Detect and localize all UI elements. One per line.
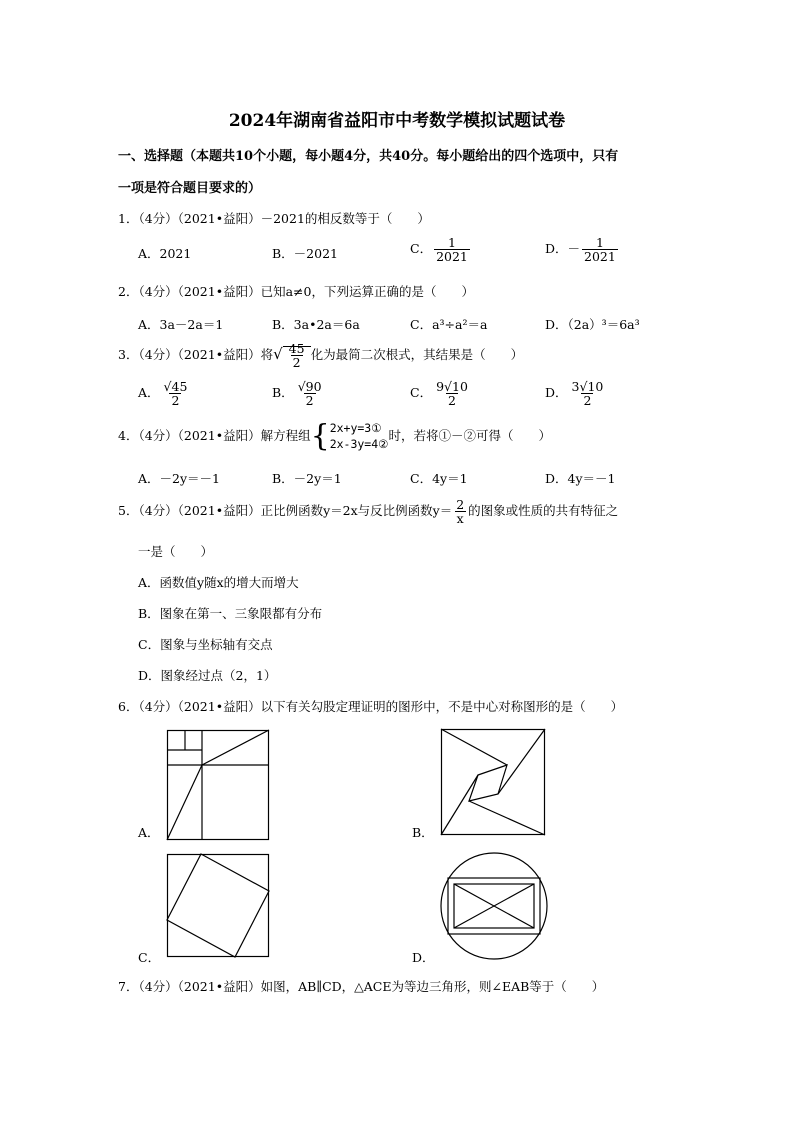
numerator: √45: [163, 379, 188, 394]
denominator: 2: [305, 393, 314, 409]
denominator: 2021: [436, 249, 468, 265]
question-2-option-a: A．3a－2a＝1: [138, 317, 224, 332]
question-2-option-b: B．3a•2a＝6a: [272, 317, 360, 332]
denominator: 2: [292, 355, 301, 371]
question-6-option-d: D．: [412, 950, 435, 965]
question-1-option-d: [545, 236, 620, 263]
question-6-option-c: C．: [138, 950, 161, 965]
page-title: 2024年湖南省益阳市中考数学模拟试题试卷: [228, 111, 566, 131]
denominator: 2: [448, 393, 456, 409]
figure-a-pythagoras-squares: [167, 730, 269, 840]
fraction: [296, 380, 324, 407]
stem-prefix: 5．（4分）（2021•益阳）正比例函数y＝2x与反比例函数y＝: [118, 503, 453, 519]
question-3-stem: [118, 342, 523, 369]
equation-1: 2x+y=3①: [329, 421, 382, 435]
pinwheel-line: [469, 801, 545, 835]
question-5-option-b: B．图象在第一、三象限都有分布: [138, 606, 323, 621]
radical-sign: √: [273, 345, 283, 364]
question-5-option-d: D．图象经过点（2，1）: [138, 668, 277, 683]
question-3-option-a: [138, 380, 191, 407]
outer-square: [168, 855, 269, 957]
question-4-option-b: B．－2y＝1: [272, 471, 342, 486]
inner-square: [469, 765, 507, 801]
section-heading-line2: 一项是符合题目要求的）: [118, 181, 262, 196]
fraction: [434, 236, 470, 263]
inner-square: [167, 854, 269, 957]
stem-suffix: 的图象或性质的共有特征之: [468, 503, 619, 519]
radicand: [283, 341, 311, 371]
option-label: A．: [138, 385, 160, 401]
question-4-option-d: D．4y＝－1: [545, 471, 616, 486]
question-2-option-d: D．（2a）³＝6a³: [545, 317, 640, 332]
question-6-stem: 6．（4分）（2021•益阳）以下有关勾股定理证明的图形中，不是中心对称图形的是（ ）: [118, 699, 624, 714]
option-label: C．: [410, 385, 433, 401]
question-7-stem: 7．（4分）（2021•益阳）如图，AB∥CD，△ACE为等边三角形，则∠EAB等于（ ）: [118, 979, 605, 994]
question-1-option-a: A．2021: [138, 246, 192, 261]
stem-suffix: 时，若将①－②可得（ ）: [388, 428, 551, 444]
section-heading-line1: 一、选择题（本题共10个小题，每小题4分，共40分。每小题给出的四个选项中，只有: [118, 149, 619, 164]
equation-2: 2x-3y=4②: [329, 436, 389, 451]
question-3-option-c: [410, 380, 472, 407]
diagonal-line: [202, 730, 269, 765]
numerator: 1: [595, 235, 604, 250]
figure-b-pinwheel-square: [441, 729, 545, 835]
figure-c-tilted-square: [167, 854, 269, 957]
question-4-stem: [118, 418, 551, 454]
fraction: [162, 380, 190, 407]
question-2-option-c: C．a³÷a²＝a: [410, 317, 488, 332]
figure-d-circle-rectangle: [440, 852, 548, 960]
denominator: 2: [583, 393, 592, 409]
numerator: 9√10: [436, 379, 468, 394]
question-1-option-c: [410, 236, 472, 263]
option-label: C．: [410, 241, 433, 257]
denominator: x: [456, 511, 464, 527]
numerator: 2: [456, 497, 465, 512]
fraction: [434, 380, 470, 407]
question-4-option-c: C．4y＝1: [410, 471, 468, 486]
system-brace: {: [310, 418, 330, 454]
question-6-option-b: B．: [412, 825, 434, 840]
question-5-option-a: A．函数值y随x的增大而增大: [138, 575, 299, 590]
outer-square: [168, 731, 269, 840]
question-5-stem: [118, 498, 618, 525]
question-4-option-a: A．－2y＝－1: [138, 471, 220, 486]
option-label: D．: [545, 385, 568, 401]
stem-prefix: 4．（4分）（2021•益阳）解方程组: [118, 428, 311, 444]
equation-system: [330, 421, 389, 452]
diagonal-line: [167, 765, 202, 840]
pinwheel-line: [441, 729, 507, 765]
question-5-stem-line2: 一是（ ）: [138, 544, 214, 559]
question-1-stem: 1．（4分）（2021•益阳）－2021的相反数等于（ ）: [118, 211, 430, 226]
question-3-option-b: [272, 380, 326, 407]
pinwheel-line: [498, 729, 545, 794]
numerator: 3√10: [571, 379, 604, 394]
option-label: D．－: [545, 241, 581, 257]
fraction: [454, 498, 466, 525]
numerator: 1: [448, 235, 456, 250]
question-5-option-c: C．图象与坐标轴有交点: [138, 637, 273, 652]
question-1-option-b: B．－2021: [272, 246, 338, 261]
denominator: 2: [171, 393, 180, 409]
fraction: [582, 236, 618, 263]
denominator: 2021: [584, 249, 616, 265]
question-6-option-a: A．: [138, 825, 160, 840]
fraction: [570, 380, 606, 407]
question-3-option-d: [545, 380, 607, 407]
question-2-stem: 2．（4分）（2021•益阳）已知a≠0，下列运算正确的是（ ）: [118, 284, 474, 299]
stem-suffix: 化为最简二次根式，其结果是（ ）: [310, 347, 524, 363]
numerator: 45: [288, 341, 305, 356]
stem-prefix: 3．（4分）（2021•益阳）将: [118, 347, 274, 363]
numerator: √90: [297, 379, 322, 394]
fraction: [287, 342, 307, 369]
option-label: B．: [272, 385, 294, 401]
outer-square: [442, 730, 545, 835]
pinwheel-line: [441, 775, 478, 835]
